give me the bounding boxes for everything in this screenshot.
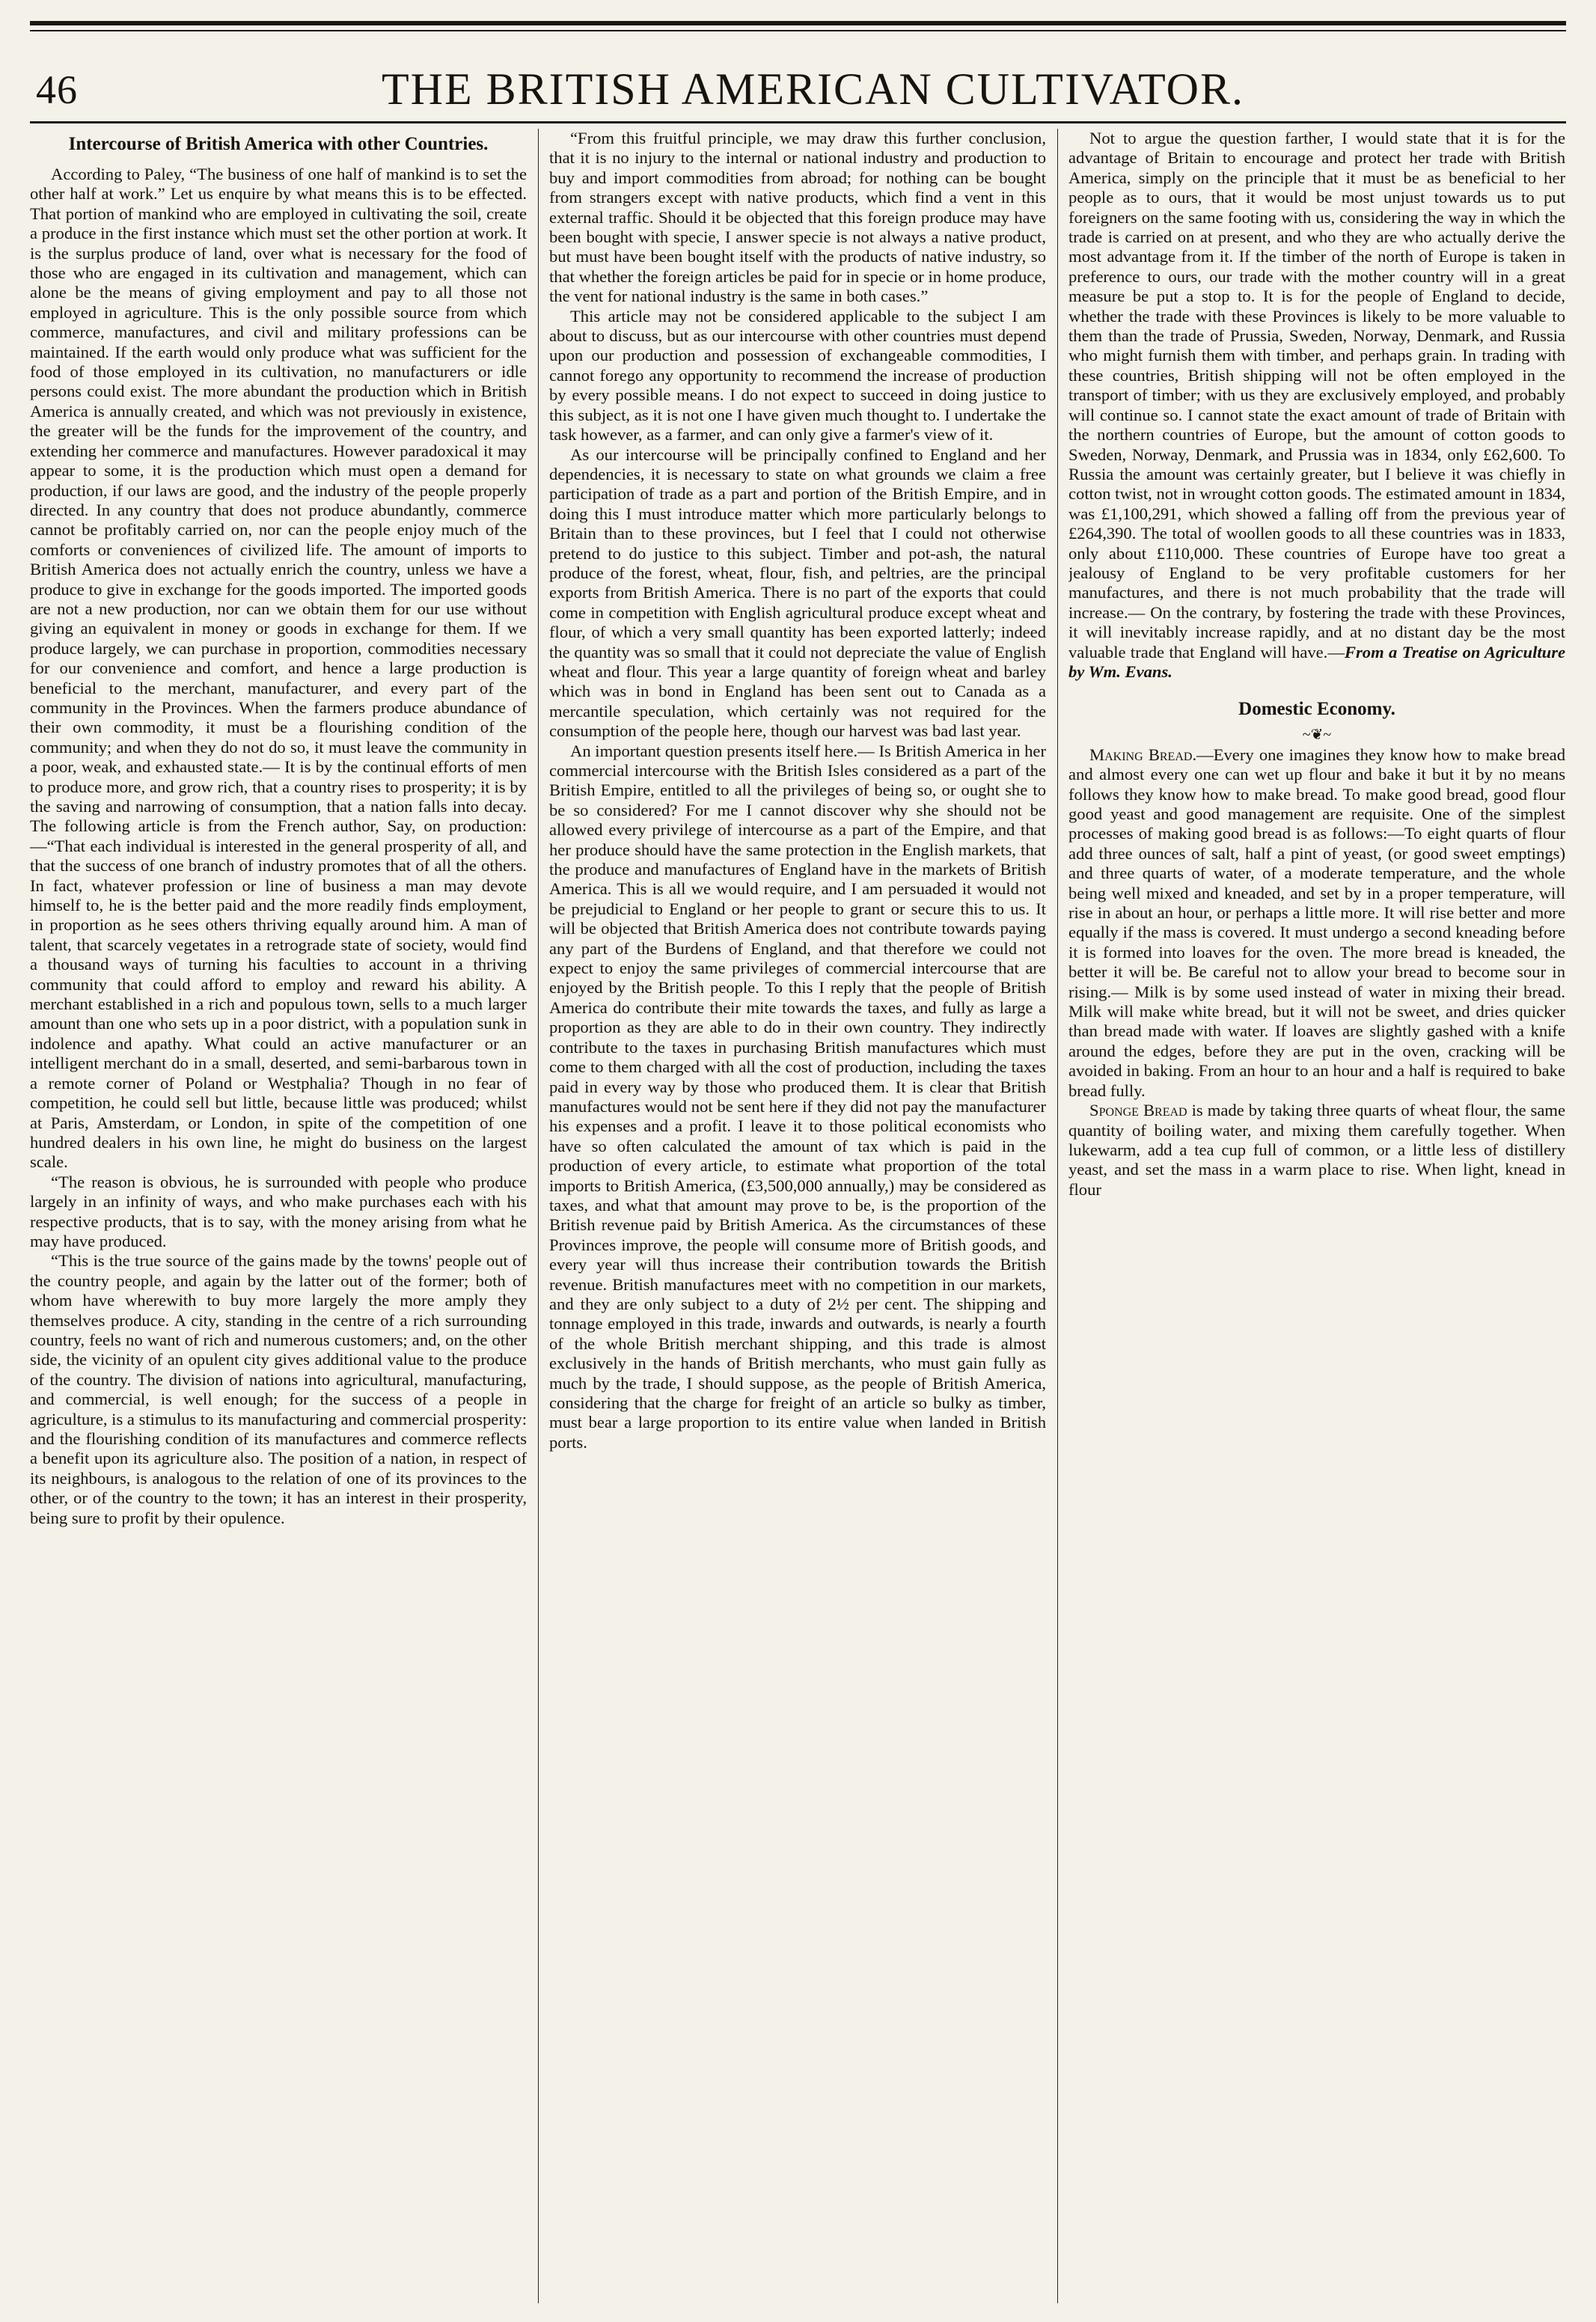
recipe-text: is made by taking three quarts of wheat flour, the same quantity of boiling water, and mixing them carefully together. When lukewarm, add a tea cup full of common, or a little less of distillery yeast, and set the mass in a warm place to rise. When light, knead in flour [1068, 1101, 1565, 1199]
column-rule [538, 129, 539, 2303]
section-heading: Domestic Economy. [1238, 699, 1395, 720]
article-paragraph: An important question presents itself here.— Is British America in her commercial intercourse with the British Isles considered as a part of the British Empire, entitled to all the privileges of being so, or ought she to be so considered? For me I cannot discover why she should not be allowed every privilege of intercourse as a part of the Empire, and that her produce should have the same protection in the English markets, that the produce and manufactures of England have in the markets of British America. This is all we would require, and I am persuaded it would not be prejudicial to England or her people to grant or secure this to us. It will be objected that British America does not contribute towards paying any part of the Burdens of England, and that therefore we could not expect to enjoy the same privileges of commercial intercourse that are enjoyed by the British people. To this I reply that the people of British America do contribute their mite towards the taxes, and fully as large a proportion as they are able to do in their own country. They indirectly contribute to the taxes in purchasing British manufactures which must come to them charged with all the cost of production, including the taxes paid in every way by those who produced them. It is clear that British manufactures would not be sent here if they did not pay the manufacturer his expenses and a profit. I leave it to those political economists who have so often calculated the amount of tax which is paid in the production of every article, to estimate what proportion of the total imports to British America, (£3,500,000 annually,) may be considered as taxes, and what that amount may prove to be, is the proportion of the British revenue paid by British America. As the circumstances of these Provinces improve, the people will consume more of British goods, and every year will thus increase their contribution towards the British revenue. British manufactures meet with no competition in our markets, and they are only subject to a duty of 2½ per cent. The shipping and tonnage employed in this trade, inwards and outwards, is nearly a fourth of the whole British merchant shipping, and this trade is almost exclusively in the hands of British merchants, who must gain fully as much by the trade, I should suppose, as the people of British America, considering that the charge for freight of an article so bulky as timber, must bear a large proportion to its entire value when landed in British ports. [549, 741, 1046, 1452]
column-2 [549, 129, 1046, 2303]
article-paragraph: According to Paley, “The business of one half of mankind is to set the other half at work.” Let us enquire by what means this is to be effected. That portion of mankind who are employed in cultivating the soil, create a produce in the first instance which must set the other portion at work. It is the surplus produce of land, over what is necessary for the food of those who are engaged in its cultivation and management, which can alone be the means of giving employment and pay to all those not employed in agriculture. This is the only possible source from which commerce, manufactures, and civil and military professions can be maintained. If the earth would only produce what was sufficient for the food of those employed in its cultivation, no manufacturers or idle persons could exist. The more abundant the production which in British America is annually created, and which was not previously in existence, the greater will be the funds for the improvement of the country, and extending her commerce and manufactures. However paradoxical it may appear to some, it is the production which must open a demand for production, if our laws are good, and the industry of the people properly directed. In any country that does not produce abundantly, commerce cannot be profitably carried on, nor can the people enjoy much of the comforts or conveniences of civilized life. The amount of imports to British America does not actually enrich the country, unless we have a produce to give in exchange for the goods imported. The imported goods are not a new production, nor can we obtain them for our use without giving an equivalent in money or goods in exchange for them. If we produce largely, we can purchase in proportion, commodities necessary for our convenience and comfort, and hence a large production is beneficial to the merchant, manufacturer, and every part of the community in the Provinces. When the farmers produce abundance of their own commodity, it must be a flourishing condition of the community; and when they do not do so, it must leave the community in a poor, weak, and exhausted state.— It is by the continual efforts of men to produce more, and grow rich, that a country rises to prosperity; it is by the saving and narrowing of consumption, that a nation falls into decay. The following article is from the French author, Say, on production:—“That each individual is interested in the general prosperity of all, and that the success of one branch of industry promotes that of all the others. In fact, whatever profession or line of business a man may devote himself to, he is the better paid and the more readily finds employment, in proportion as he sees others thriving equally around him. A man of talent, that scarcely vegetates in a retrograde state of society, would find a thousand ways of turning his faculties to account in a thriving community that could afford to employ and reward his ability. A merchant established in a rich and populous town, sells to a much larger amount than one who sets up in a poor district, with a population sunk in indolence and apathy. What could an active manufacturer or an intelligent merchant do in a small, deserted, and semi-barbarous town in a remote corner of Poland or Westphalia? Though in no fear of competition, he could sell but little, because little was produced; whilst at Paris, Amsterdam, or London, in spite of the competition of one hundred dealers in his own line, he might do business on the largest scale. [30, 165, 527, 1172]
article-credit: From a Treatise on Agriculture by Wm. Evans. [1068, 642, 1565, 681]
column-3 [1068, 129, 1565, 2303]
top-rule-thin [30, 30, 1566, 31]
paper-title: THE BRITISH AMERICAN CULTIVATOR. [382, 64, 1244, 114]
article-paragraph: This article may not be considered applicable to the subject I am about to discuss, but as our intercourse with other countries must depend upon our production and possession of exchangeable commodities, I cannot forego any opportunity to recommend the increase of production by every possible means. I do not expect to succeed in doing justice to this subject, as it is not one I have given much thought to. I undertake the task however, as a farmer, and can only give a farmer's view of it. [549, 306, 1046, 444]
columns [30, 129, 1566, 2303]
article-paragraph [1068, 129, 1565, 682]
article-paragraph: As our intercourse will be principally confined to England and her dependencies, it is necessary to state on what grounds we claim a free participation of trade as a part and portion of the British Empire, and in doing this I must introduce matter which more particularly belongs to Britain than to these provinces, but I feel that I could not otherwise pretend to do justice to this subject. Timber and pot-ash, the natural produce of the forest, wheat, flour, fish, and peltries, are the principal exports from British America. There is no part of the exports that could come in competition with English agricultural produce except wheat and flour, of which a very small quantity has been exported latterly; indeed the quantity was so small that it could not depreciate the value of English wheat and flour. This year a large quantity of foreign wheat and barley which was in bond in England has been sent out to Canada as a mercantile speculation, which certainly was not required for the consumption of the people here, though our harvest was bad last year. [549, 444, 1046, 741]
recipe-lead: Making Bread. [1089, 745, 1197, 764]
recipe-paragraph [1068, 745, 1565, 1101]
article-paragraph: “The reason is obvious, he is surrounded with people who produce largely in an infinity of ways, and who make purchases each with his respective products, that is to say, with the money arising from what he may have produced. [30, 1172, 527, 1250]
recipe-paragraph [1068, 1101, 1565, 1200]
ornament: ~❦~ [1302, 727, 1332, 744]
article-paragraph: “This is the true source of the gains made by the towns' people out of the country people, and again by the latter out of the former; both of whom have wherewith to buy more largely the more amply they themselves produce. A city, standing in the centre of a rich surrounding country, feels no want of rich and numerous customers; and, on the other side, the vicinity of an opulent city gives additional value to the produce of the country. The division of nations into agricultural, manufacturing, and commercial, is well enough; for the success of a people in agriculture, is a stimulus to its manufacturing and commercial prosperity: and the flourishing condition of its manufactures and commerce reflects a benefit upon its agriculture also. The position of a nation, in respect of its neighbours, is analogous to the relation of one of its provinces to the other, or of the country to the town; it has an interest in their prosperity, being sure to profit by their opulence. [30, 1251, 527, 1527]
recipe-text: —Every one imagines they know how to make bread and almost every one can wet up flour and bake it but it by no means follows they know how to make bread. To make good bread, good flour good yeast and good management are requisite. One of the simplest processes of making good bread is as follows:—To eight quarts of flour add three ounces of salt, half a pint of yeast, (or good sweet emptings) and three quarts of water, of a moderate temperature, and the whole being well mixed and kneaded, and set by in a proper temperature, will rise in about an hour, or perhaps a little more. It will rise better and more equally if the mass is covered. It must undergo a second kneading before it is formed into loaves for the oven. The more bread is kneaded, the better it will be. Be careful not to allow your bread to become sour in rising.— Milk is by some used instead of water in mixing their bread. Milk will make white bread, but it will not be sweet, and dries quicker than bread made with water. If loaves are slightly gashed with a knife around the edges, before they are put in the oven, cracking will be avoided in baking. From an hour to an hour and a half is required to bake bread fully. [1068, 745, 1565, 1100]
article-paragraph-text: Not to argue the question farther, I would state that it is for the advantage of Britain to encourage and protect her trade with British America, simply on the principle that it must be as beneficial to her people as to ours, that it would be most unjust towards us to put foreigners on the same footing with us, considering the way in which the trade is carried on at present, and who they are who actually derive the most advantage from it. If the timber of the north of Europe is taken in preference to ours, our trade with the mother country will in a great measure be put a stop to. It is for the people of England to decide, whether the trade with these Provinces is likely to be more valuable to them than the trade of Prussia, Sweden, Norway, Denmark, and Russia who might furnish them with timber, and perhaps grain. In trading with these countries, British shipping will not be often employed in the transport of timber; with us they are exclusively employed, and probably will continue so. I cannot state the exact amount of trade of Britain with the northern countries of Europe, but the amount of cotton goods to Sweden, Norway, Denmark, and Prussia was in 1834, only £62,600. To Russia the amount was certainly greater, but I believe it was chiefly in cotton twist, not in wrought cotton goods. The estimated amount in 1834, was £1,100,291, which showed a falling off from the previous year of £264,390. The total of woollen goods to all these countries was in 1833, only about £110,000. These countries of Europe have too great a jealousy of England to be very profitable customers for her manufactures, and there is not much probability that the trade will increase.— On the contrary, by fostering the trade with these Provinces, it will inevitably increase rapidly, and at no distant day be the most valuable trade that England will have.— [1068, 129, 1565, 662]
article-heading: Intercourse of British America with other Countries. [68, 134, 489, 154]
article-paragraph: “From this fruitful principle, we may draw this further conclusion, that it is no injury to the internal or national industry and production to buy and import commodities from abroad; for nothing can be bought from strangers except with native products, which find a vent in this external traffic. Should it be objected that this foreign produce may have been bought with specie, I answer specie is not always a native product, but must have been bought itself with the products of native industry, so that whether the foreign articles be paid for in specie or in home produce, the vent for national industry is the same in both cases.” [549, 129, 1046, 306]
column-1 [30, 129, 527, 2303]
page-number: 46 [36, 67, 78, 112]
top-rule-thick [30, 21, 1566, 25]
masthead [30, 63, 1566, 123]
recipe-lead: Sponge Bread [1089, 1101, 1187, 1120]
column-rule [1057, 129, 1058, 2303]
newspaper-page [30, 21, 1566, 2303]
